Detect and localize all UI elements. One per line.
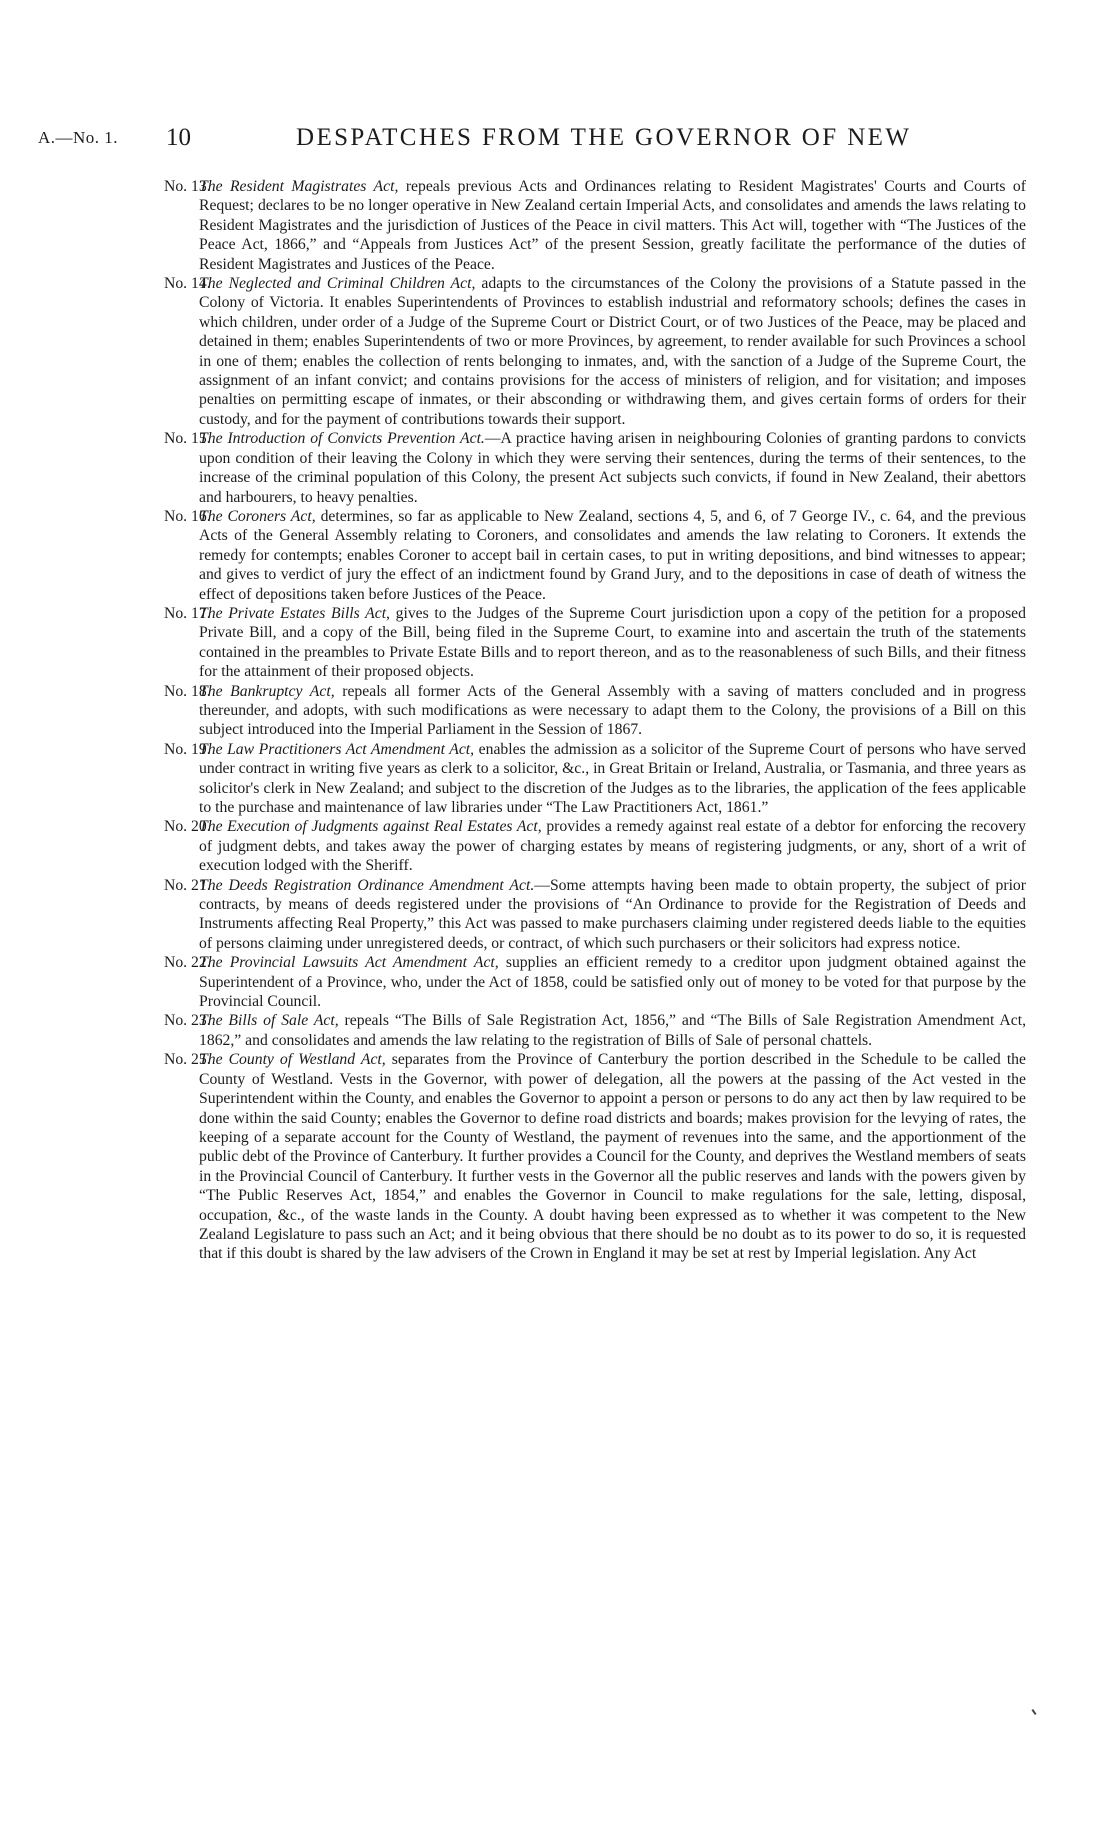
act-title: The Law Practitioners Act Amendment Act, bbox=[199, 740, 475, 758]
act-title: The Private Estates Bills Act, bbox=[199, 604, 390, 622]
entry-text: repeals all former Acts of the General Assembly with a saving of matters concluded and in progress thereunder, and adopts, with such modifications as were necessary to adapt them to the Colony, the provisions of a Bill on this subject introduced into the Imperial Parliament in the Session of 1867. bbox=[199, 682, 1027, 739]
act-title: The Bills of Sale Act, bbox=[199, 1012, 339, 1030]
page-number: 10 bbox=[166, 124, 191, 151]
entry-number: No. 23. bbox=[164, 1012, 211, 1030]
entry-number: No. 16. bbox=[164, 507, 211, 525]
act-title: The Execution of Judgments against Real Estates Act, bbox=[199, 818, 542, 836]
act-title: The Deeds Registration Ordinance Amendment Act. bbox=[199, 876, 535, 894]
entry-text: separates from the Province of Canterbury the portion described in the Schedule to be called the County of Westland. Vests in the Governor, with power of delegation, all the powers at the passing of the Act vested in the Superintendent within the County, and enables the Governor to appoint a person or persons to do any act then by law required to be done within the said County; enables the Governor to define road districts and boards; makes provision for the levying of rates, the keeping of a separate account for the County of Westland, the payment of revenues into the same, and the apportionment of the public debt of the Province of Canterbury. It further provides a Council for the County, and deprives the Westland members of seats in the Provincial Council of Canterbury. It further vests in the Governor all the public reserves and lands with the powers given by “The Public Reserves Act, 1854,” and enables the Governor in Council to make regulations for the sale, letting, disposal, occupation, &c., of the waste lands in the County. A doubt having been expressed as to whether it was competent to the New Zealand Legislature to pass such an Act; and it being obvious that there should be no doubt as to its power to do so, it is requested that if this doubt is shared by the law advisers of the Crown in England it may be set at rest by Imperial legislation. Any Act bbox=[199, 1051, 1026, 1263]
act-title: The Provincial Lawsuits Act Amendment Act, bbox=[199, 954, 499, 972]
act-title: The Introduction of Convicts Prevention Act. bbox=[199, 430, 485, 448]
entry-number: No. 25. bbox=[164, 1051, 211, 1069]
act-title: The Coroners Act, bbox=[199, 507, 316, 525]
entry-number: No. 19. bbox=[164, 740, 211, 758]
act-entry bbox=[164, 1050, 1026, 1263]
entry-text: supplies an efficient remedy to a creditor upon judgment obtained against the Superintendent of a Province, who, under the Act of 1858, could be satisfied only out of money to be voted for that purpose by the Provincial Council. bbox=[199, 954, 1026, 1011]
entry-text: enables the admission as a solicitor of the Supreme Court of persons who have served under contract in writing five years as clerk to a solicitor, &c., in Great Britain or Ireland, Australia, or Tasmania, and three years as solicitor's clerk in New Zealand; and subject to the discretion of the Judges as to the libraries, the application of the fees applicable to the purchase and maintenance of law libraries under “The Law Practitioners Act, 1861.” bbox=[199, 740, 1026, 816]
entry-text: repeals previous Acts and Ordinances relating to Resident Magistrates' Courts and Courts of Request; declares to be no longer operative in New Zealand certain Imperial Acts, and consolidates and amends the laws relating to Resident Magistrates and the jurisdiction of Justices of the Peace in civil matters. This Act will, together with “The Justices of the Peace Act, 1866,” and “Appeals from Justices Act” of the present Session, greatly facilitate the performance of the duties of Resident Magistrates and Justices of the Peace. bbox=[199, 178, 1026, 273]
act-entry bbox=[164, 274, 1026, 429]
entry-number: No. 13. bbox=[164, 178, 211, 195]
entry-text: gives to the Judges of the Supreme Court jurisdiction upon a copy of the petition for a proposed Private Bill, and a copy of the Bill, being filed in the Supreme Court, to examine into and ascertain the truth of the statements contained in the preambles to Private Estate Bills and to report thereon, and as to the reasonableness of such Bills, and their fitness for the attainment of their proposed objects. bbox=[199, 604, 1026, 681]
act-title: The Resident Magistrates Act, bbox=[199, 178, 399, 195]
entry-number: No. 17. bbox=[164, 604, 211, 622]
act-title: The Bankruptcy Act, bbox=[199, 682, 335, 700]
page-header bbox=[38, 124, 1038, 158]
entry-number: No. 21. bbox=[164, 876, 211, 894]
entry-number: No. 22. bbox=[164, 954, 211, 972]
running-title: DESPATCHES FROM THE GOVERNOR OF NEW bbox=[296, 124, 912, 151]
act-entry bbox=[164, 1011, 1026, 1050]
entry-number: No. 20. bbox=[164, 818, 211, 836]
entry-text: —Some attempts having been made to obtain property, the subject of prior contracts, by means of deeds registered under the provisions of “An Ordinance to provide for the Registration of Deeds and Instruments affecting Real Property,” this Act was passed to make purchasers claiming under registered deeds liable to the equities of persons claiming under unregistered deeds, or contract, of which such purchasers or their solicitors had express notice. bbox=[199, 876, 1026, 952]
sheet-reference: A.—No. 1. bbox=[38, 128, 119, 147]
act-entry bbox=[164, 817, 1026, 875]
ink-mark bbox=[1031, 1709, 1036, 1715]
act-title: The County of Westland Act, bbox=[199, 1051, 386, 1069]
entry-text: adapts to the circumstances of the Colony the provisions of a Statute passed in the Colony of Victoria. It enables Superintendents of Provinces to establish industrial and reformatory schools; defines the cases in which children, under order of a Judge of the Supreme Court or District Court, or of two Justices of the Peace, may be placed and detained in them; enables Superintendents of two or more Provinces, by agreement, to render available for such Provinces a school in one of them; enables the collection of rents belonging to inmates, and, with the sanction of a Judge of the Supreme Court, the assignment of an infant convict; and contains provisions for the access of ministers of religion, and for visitation; and imposes penalties on permitting escape of inmates, or their absconding or withdrawing them, and gives certain forms of orders for their custody, and for the payment of contributions towards their support. bbox=[199, 275, 1026, 428]
act-entry bbox=[164, 953, 1026, 1011]
act-entry bbox=[164, 740, 1026, 818]
entry-number: No. 14. bbox=[164, 275, 211, 293]
entry-text: repeals “The Bills of Sale Registration Act, 1856,” and “The Bills of Sale Registration Amendment Act, 1862,” and consolidates and amends the law relating to the registration of Bills of Sale of personal chattels. bbox=[199, 1012, 1026, 1049]
act-entry bbox=[164, 429, 1026, 507]
entry-text: —A practice having arisen in neighbouring Colonies of granting pardons to convicts upon condition of their leaving the Colony in which they were serving their sentences, during the terms of their sentences, to the increase of the criminal population of this Colony, the present Act subjects such convicts, if found in New Zealand, their abettors and harbourers, to heavy penalties. bbox=[199, 430, 1026, 506]
act-title: The Neglected and Criminal Children Act, bbox=[199, 275, 476, 293]
entry-text: determines, so far as applicable to New Zealand, sections 4, 5, and 6, of 7 George IV., c. 64, and the previous Acts of the General Assembly relating to Coroners, and consolidates and amends the law relating to Coroners. It extends the remedy for contempts; enables Coroner to accept bail in certain cases, to put in writing depositions, and bind witnesses to appear; and gives to verdict of jury the effect of an indictment found by Grand Jury, and to the depositions in case of death of witness the effect of depositions taken before Justices of the Peace. bbox=[199, 507, 1027, 603]
entry-text: provides a remedy against real estate of a debtor for enforcing the recovery of judgment debts, and takes away the power of charging estates by means of registering judgments, or any, short of a writ of execution lodged with the Sheriff. bbox=[199, 818, 1026, 875]
act-entries bbox=[164, 177, 1026, 1264]
act-entry bbox=[164, 507, 1026, 604]
act-entry bbox=[164, 876, 1026, 954]
act-entry bbox=[164, 604, 1026, 682]
entry-number: No. 18. bbox=[164, 682, 211, 700]
act-entry bbox=[164, 682, 1026, 740]
entry-number: No. 15. bbox=[164, 430, 211, 448]
act-entry bbox=[164, 177, 1026, 274]
